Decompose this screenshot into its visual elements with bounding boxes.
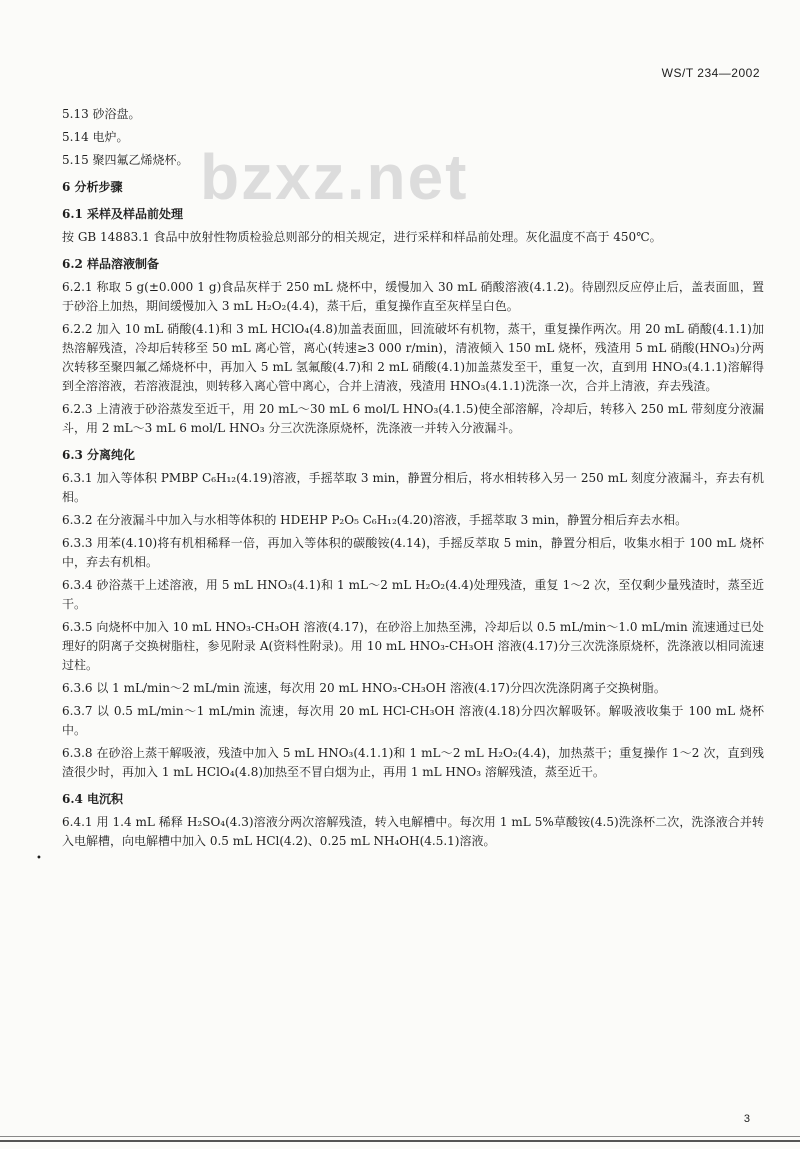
- watermark: bzxz.net: [200, 141, 469, 213]
- standard-code-header: WS/T 234—2002: [661, 66, 760, 80]
- section-6-1-heading: 6.1 采样及样品前处理: [62, 207, 184, 221]
- paragraph: 6.2.3 上清液于砂浴蒸发至近干，用 20 mL～30 mL 6 mol/L HNO₃(4.1.5)使全部溶解，冷却后，转移入 250 mL 带刻度分液漏斗，用 2 mL～3 mL 6 mol/L HNO₃ 分三次洗涤原烧杯，洗涤液一并转入分液漏斗。: [62, 402, 764, 435]
- section-6-2-heading: 6.2 样品溶液制备: [62, 257, 160, 271]
- document-body: [62, 105, 764, 855]
- paragraph: 6.2.2 加入 10 mL 硝酸(4.1)和 3 mL HClO₄(4.8)加盖表面皿，回流破坏有机物，蒸干，重复操作两次。用 20 mL 硝酸(4.1.1)加热溶解残渣，冷却后转移至 50 mL 离心管，离心(转速≥3 000 r/min)，清液倾入 150 mL 烧杯，残渣用 5 mL 硝酸(HNO₃)分两次转移至聚四氟乙烯烧杯中，再加入 5 mL 氢氟酸(4.7)和 2 mL 硝酸(4.1)加盖蒸发至干，重复一次，直到用 HNO₃(4.1.1)溶解得到全溶溶液，若溶液混浊，则转移入离心管中离心，合并上清液，残渣用 HNO₃(4.1.1)洗涤一次，合并上清液，弃去残渣。: [62, 322, 764, 393]
- paragraph: 6.3.1 加入等体积 PMBP C₆H₁₂(4.19)溶液，手摇萃取 3 min，静置分相后，将水相转移入另一 250 mL 刻度分液漏斗，弃去有机相。: [62, 471, 764, 504]
- list-item: 5.14 电炉。: [62, 130, 129, 144]
- bottom-rule: [0, 1140, 800, 1142]
- list-item: 5.13 砂浴盘。: [62, 107, 141, 121]
- paragraph: 6.3.7 以 0.5 mL/min～1 mL/min 流速，每次用 20 mL HCl-CH₃OH 溶液(4.18)分四次解吸钚。解吸液收集于 100 mL 烧杯中。: [62, 704, 764, 737]
- bottom-rule: [0, 1136, 800, 1137]
- list-item: 5.15 聚四氟乙烯烧杯。: [62, 153, 189, 167]
- paragraph: 6.2.1 称取 5 g(±0.000 1 g)食品灰样于 250 mL 烧杯中，缓慢加入 30 mL 硝酸溶液(4.1.2)。待剧烈反应停止后，盖表面皿，置于砂浴上加热，期间缓慢加入 3 mL H₂O₂(4.4)，蒸干后，重复操作直至灰样呈白色。: [62, 280, 764, 313]
- paragraph: 6.3.4 砂浴蒸干上述溶液，用 5 mL HNO₃(4.1)和 1 mL～2 mL H₂O₂(4.4)处理残渣，重复 1～2 次，至仅剩少量残渣时，蒸至近干。: [62, 578, 764, 611]
- margin-mark: •: [36, 853, 42, 864]
- section-6-heading: 6 分析步骤: [62, 180, 123, 194]
- paragraph: 6.3.5 向烧杯中加入 10 mL HNO₃-CH₃OH 溶液(4.17)，在砂浴上加热至沸，冷却后以 0.5 mL/min～1.0 mL/min 流速通过已处理好的阴离子交换树脂柱，参见附录 A(资料性附录)。用 10 mL HNO₃-CH₃OH 溶液(4.17)分三次洗涤原烧杯，洗涤液以相同流速过柱。: [62, 620, 764, 672]
- paragraph: 按 GB 14883.1 食品中放射性物质检验总则部分的相关规定，进行采样和样品前处理。灰化温度不高于 450℃。: [62, 230, 662, 244]
- paragraph: 6.3.2 在分液漏斗中加入与水相等体积的 HDEHP P₂O₅ C₆H₁₂(4.20)溶液，手摇萃取 3 min，静置分相后弃去水相。: [62, 513, 688, 527]
- paragraph: 6.4.1 用 1.4 mL 稀释 H₂SO₄(4.3)溶液分两次溶解残渣，转入电解槽中。每次用 1 mL 5%草酸铵(4.5)洗涤杯二次，洗涤液合并转入电解槽，向电解槽中加入 0.5 mL HCl(4.2)、0.25 mL NH₄OH(4.5.1)溶液。: [62, 815, 764, 848]
- section-6-4-heading: 6.4 电沉积: [62, 792, 124, 806]
- paragraph: 6.3.3 用苯(4.10)将有机相稀释一倍，再加入等体积的碳酸铵(4.14)，手摇反萃取 5 min，静置分相后，收集水相于 100 mL 烧杯中，弃去有机相。: [62, 536, 764, 569]
- paragraph: 6.3.6 以 1 mL/min～2 mL/min 流速，每次用 20 mL HNO₃-CH₃OH 溶液(4.17)分四次洗涤阴离子交换树脂。: [62, 681, 666, 695]
- paragraph: 6.3.8 在砂浴上蒸干解吸液，残渣中加入 5 mL HNO₃(4.1.1)和 1 mL～2 mL H₂O₂(4.4)，加热蒸干；重复操作 1～2 次，直到残渣很少时，再加入 1 mL HClO₄(4.8)加热至不冒白烟为止，再用 1 mL HNO₃ 溶解残渣，蒸至近干。: [62, 746, 764, 779]
- page-number: 3: [743, 1113, 750, 1125]
- section-6-3-heading: 6.3 分离纯化: [62, 448, 136, 462]
